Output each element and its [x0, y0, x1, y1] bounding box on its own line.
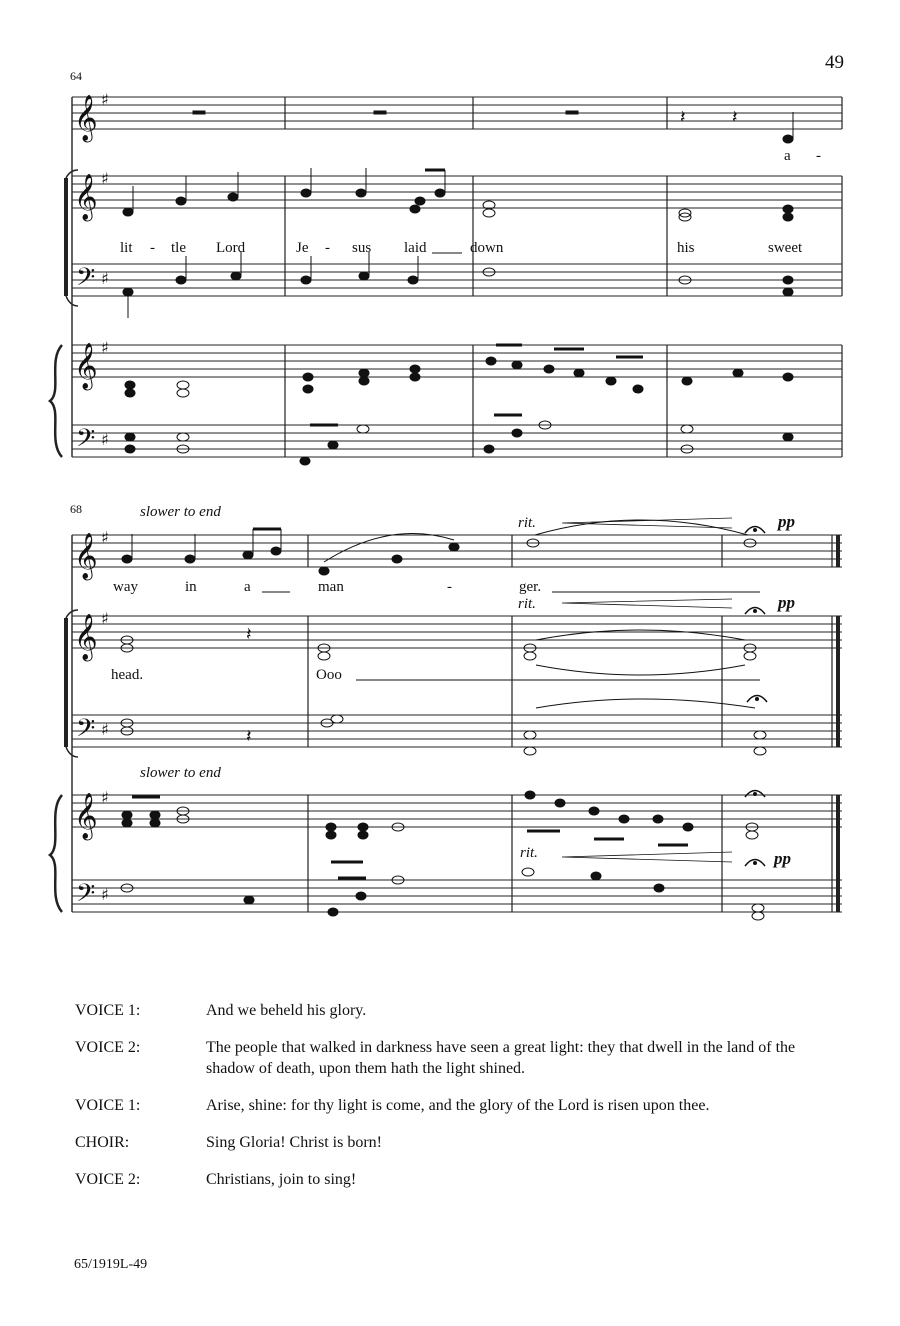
page-number: 49	[825, 52, 844, 73]
treble-clef-icon: 𝄞	[74, 343, 98, 389]
treble-clef-icon: 𝄞	[74, 95, 98, 141]
lyric: Ooo	[316, 667, 342, 683]
piano-right-staff	[72, 345, 842, 377]
dynamic-marking: pp	[778, 512, 795, 531]
catalog-number: 65/1919L-49	[74, 1257, 148, 1272]
treble-choir-staff	[72, 616, 842, 648]
sharp-icon: ♯	[101, 720, 109, 739]
ritardando-marking: rit.	[520, 845, 538, 861]
lyric: Je	[296, 240, 309, 256]
narration-text	[75, 1000, 855, 1206]
treble-clef-icon: 𝄞	[74, 174, 98, 220]
tempo-marking: slower to end	[140, 765, 221, 781]
spoken-text: The people that walked in darkness have seen a great light: they that dwell in the land of the shadow of death, upon them hath the light shined.	[206, 1039, 796, 1077]
lyric: sus	[352, 240, 372, 256]
dynamic-marking: pp	[774, 849, 791, 868]
speaker-label: VOICE 2:	[75, 1171, 141, 1188]
bass-clef-icon: 𝄢	[76, 879, 96, 914]
bass-clef-icon: 𝄢	[76, 263, 96, 298]
narration-line	[75, 1169, 855, 1190]
lyric: laid	[404, 240, 427, 256]
notes-system-2	[121, 518, 767, 920]
bass-choir-staff	[72, 715, 842, 747]
bass-clef-icon: 𝄢	[76, 424, 96, 459]
svg-text:𝄽: 𝄽	[246, 726, 252, 747]
lyric: head.	[111, 667, 144, 683]
solo-staff	[72, 97, 842, 129]
lyric: down	[470, 240, 504, 256]
svg-text:𝄽: 𝄽	[246, 624, 252, 645]
spoken-text: And we beheld his glory.	[206, 1002, 367, 1019]
bass-clef-icon: 𝄢	[76, 714, 96, 749]
sharp-icon: ♯	[101, 528, 109, 547]
measure-number: 68	[70, 502, 82, 516]
measure-number: 64	[70, 69, 82, 83]
bass-choir-staff	[72, 264, 842, 296]
spoken-text: Arise, shine: for thy light is come, and the glory of the Lord is risen upon thee.	[206, 1097, 710, 1114]
narration-line	[75, 1037, 855, 1079]
speaker-label: VOICE 1:	[75, 1002, 141, 1019]
spoken-text: Sing Gloria! Christ is born!	[206, 1134, 382, 1151]
lyric: -	[447, 579, 452, 595]
narration-line	[75, 1132, 855, 1153]
narration-line	[75, 1000, 855, 1021]
svg-text:𝄽: 𝄽	[680, 107, 686, 128]
clefs-system-1	[74, 90, 109, 459]
lyric: way	[113, 579, 138, 595]
lyric: ger.	[519, 579, 542, 595]
sharp-icon: ♯	[101, 338, 109, 357]
system-1	[50, 97, 842, 457]
ritardando-marking: rit.	[518, 515, 536, 531]
treble-clef-icon: 𝄞	[74, 533, 98, 579]
ritardando-marking: rit.	[518, 596, 536, 612]
sharp-icon: ♯	[101, 90, 109, 109]
speaker-label: CHOIR:	[75, 1134, 130, 1151]
speaker-label: VOICE 1:	[75, 1097, 141, 1114]
narration-line	[75, 1095, 855, 1116]
lyric: a	[784, 148, 791, 164]
sharp-icon: ♯	[101, 788, 109, 807]
lyric: lit	[120, 240, 133, 256]
treble-clef-icon: 𝄞	[74, 614, 98, 660]
spoken-text: Christians, join to sing!	[206, 1171, 357, 1188]
svg-text:𝄽: 𝄽	[732, 107, 738, 128]
lyric: sweet	[768, 240, 803, 256]
speaker-label: VOICE 2:	[75, 1039, 141, 1056]
lyric: -	[816, 148, 821, 164]
lyric: -	[150, 240, 155, 256]
treble-clef-icon: 𝄞	[74, 793, 98, 839]
lyric: -	[325, 240, 330, 256]
notes-system-1	[123, 107, 793, 465]
lyric: in	[185, 579, 197, 595]
lyric: man	[318, 579, 344, 595]
tempo-marking: slower to end	[140, 504, 221, 520]
lyric: a	[244, 579, 251, 595]
sharp-icon: ♯	[101, 885, 109, 904]
treble-choir-staff	[72, 176, 842, 208]
lyric: his	[677, 240, 695, 256]
clefs-system-2	[74, 528, 109, 914]
lyric: tle	[171, 240, 186, 256]
piano-left-staff	[72, 880, 842, 912]
dynamic-marking: pp	[778, 593, 795, 612]
sharp-icon: ♯	[101, 269, 109, 288]
sharp-icon: ♯	[101, 430, 109, 449]
sharp-icon: ♯	[101, 169, 109, 188]
lyric: Lord	[216, 240, 246, 256]
sharp-icon: ♯	[101, 609, 109, 628]
